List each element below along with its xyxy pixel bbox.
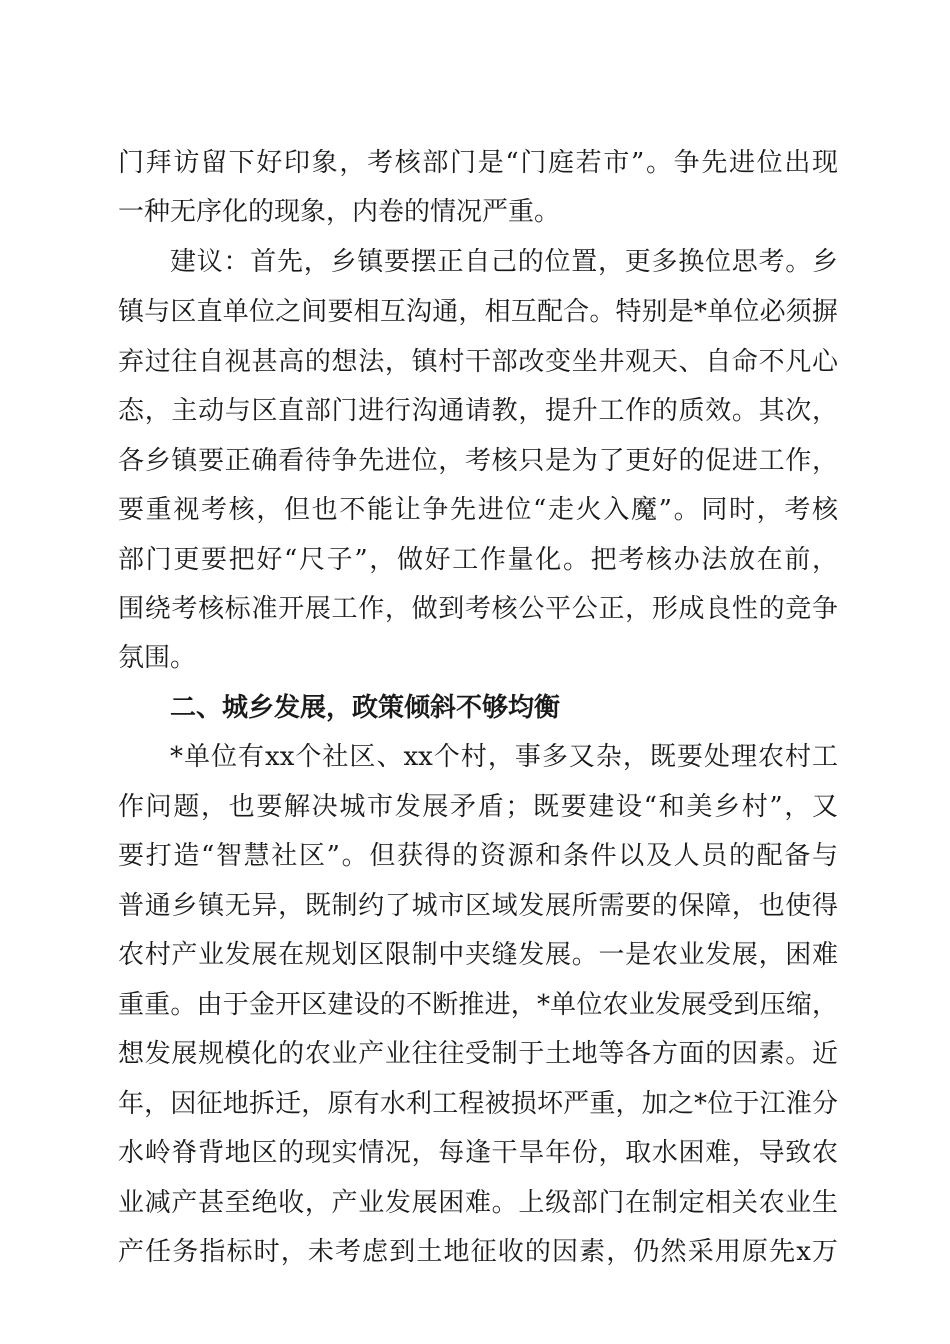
paragraph-3-line-2: 作问题，也要解决城市发展矛盾；既要建设“和美乡村”，又 — [118, 792, 838, 822]
paragraph-3-line-3: 要打造“智慧社区”。但获得的资源和条件以及人员的配备与 — [118, 841, 838, 871]
paragraph-3-line-5: 农村产业发展在规划区限制中夹缝发展。一是农业发展，困难 — [118, 940, 838, 970]
paragraph-2-line-9: 氛围。 — [118, 643, 197, 673]
paragraph-3-line-11: 产任务指标时，未考虑到土地征收的因素，仍然采用原先x万 — [118, 1237, 838, 1267]
paragraph-3-line-10: 业减产甚至绝收，产业发展困难。上级部门在制定相关农业生 — [118, 1188, 838, 1218]
paragraph-1-line-2: 一种无序化的现象，内卷的情况严重。 — [118, 197, 561, 227]
paragraph-2-line-1: 建议：首先，乡镇要摆正自己的位置，更多换位思考。乡 — [170, 247, 838, 277]
paragraph-2-line-5: 各乡镇要正确看待争先进位，考核只是为了更好的促进工作， — [118, 446, 838, 476]
paragraph-2-line-3: 弃过往自视甚高的想法，镇村干部改变坐井观天、自命不凡心 — [118, 347, 838, 377]
section-heading: 二、城乡发展，政策倾斜不够均衡 — [170, 693, 561, 723]
paragraph-2-line-6: 要重视考核，但也不能让争先进位“走火入魔”。同时，考核 — [118, 495, 838, 525]
paragraph-2-line-4: 态，主动与区直部门进行沟通请教，提升工作的质效。其次， — [118, 396, 838, 426]
paragraph-2-line-2: 镇与区直单位之间要相互沟通，相互配合。特别是*单位必须摒 — [118, 297, 838, 327]
paragraph-2-line-8: 围绕考核标准开展工作，做到考核公平公正，形成良性的竞争 — [118, 594, 838, 624]
paragraph-3-line-6: 重重。由于金开区建设的不断推进，*单位农业发展受到压缩， — [118, 990, 838, 1020]
paragraph-3-line-7: 想发展规模化的农业产业往往受制于土地等各方面的因素。近 — [118, 1039, 838, 1069]
paragraph-3-line-1: *单位有xx个社区、xx个村，事多又杂，既要处理农村工 — [170, 742, 838, 772]
paragraph-2-line-7: 部门更要把好“尺子”，做好工作量化。把考核办法放在前， — [118, 545, 838, 575]
paragraph-1-line-1: 门拜访留下好印象，考核部门是“门庭若市”。争先进位出现 — [118, 148, 838, 178]
paragraph-3-line-9: 水岭脊背地区的现实情况，每逢干旱年份，取水困难，导致农 — [118, 1138, 838, 1168]
paragraph-3-line-8: 年，因征地拆迁，原有水利工程被损坏严重，加之*位于江淮分 — [118, 1089, 838, 1119]
paragraph-3-line-4: 普通乡镇无异，既制约了城市区域发展所需要的保障，也使得 — [118, 891, 838, 921]
